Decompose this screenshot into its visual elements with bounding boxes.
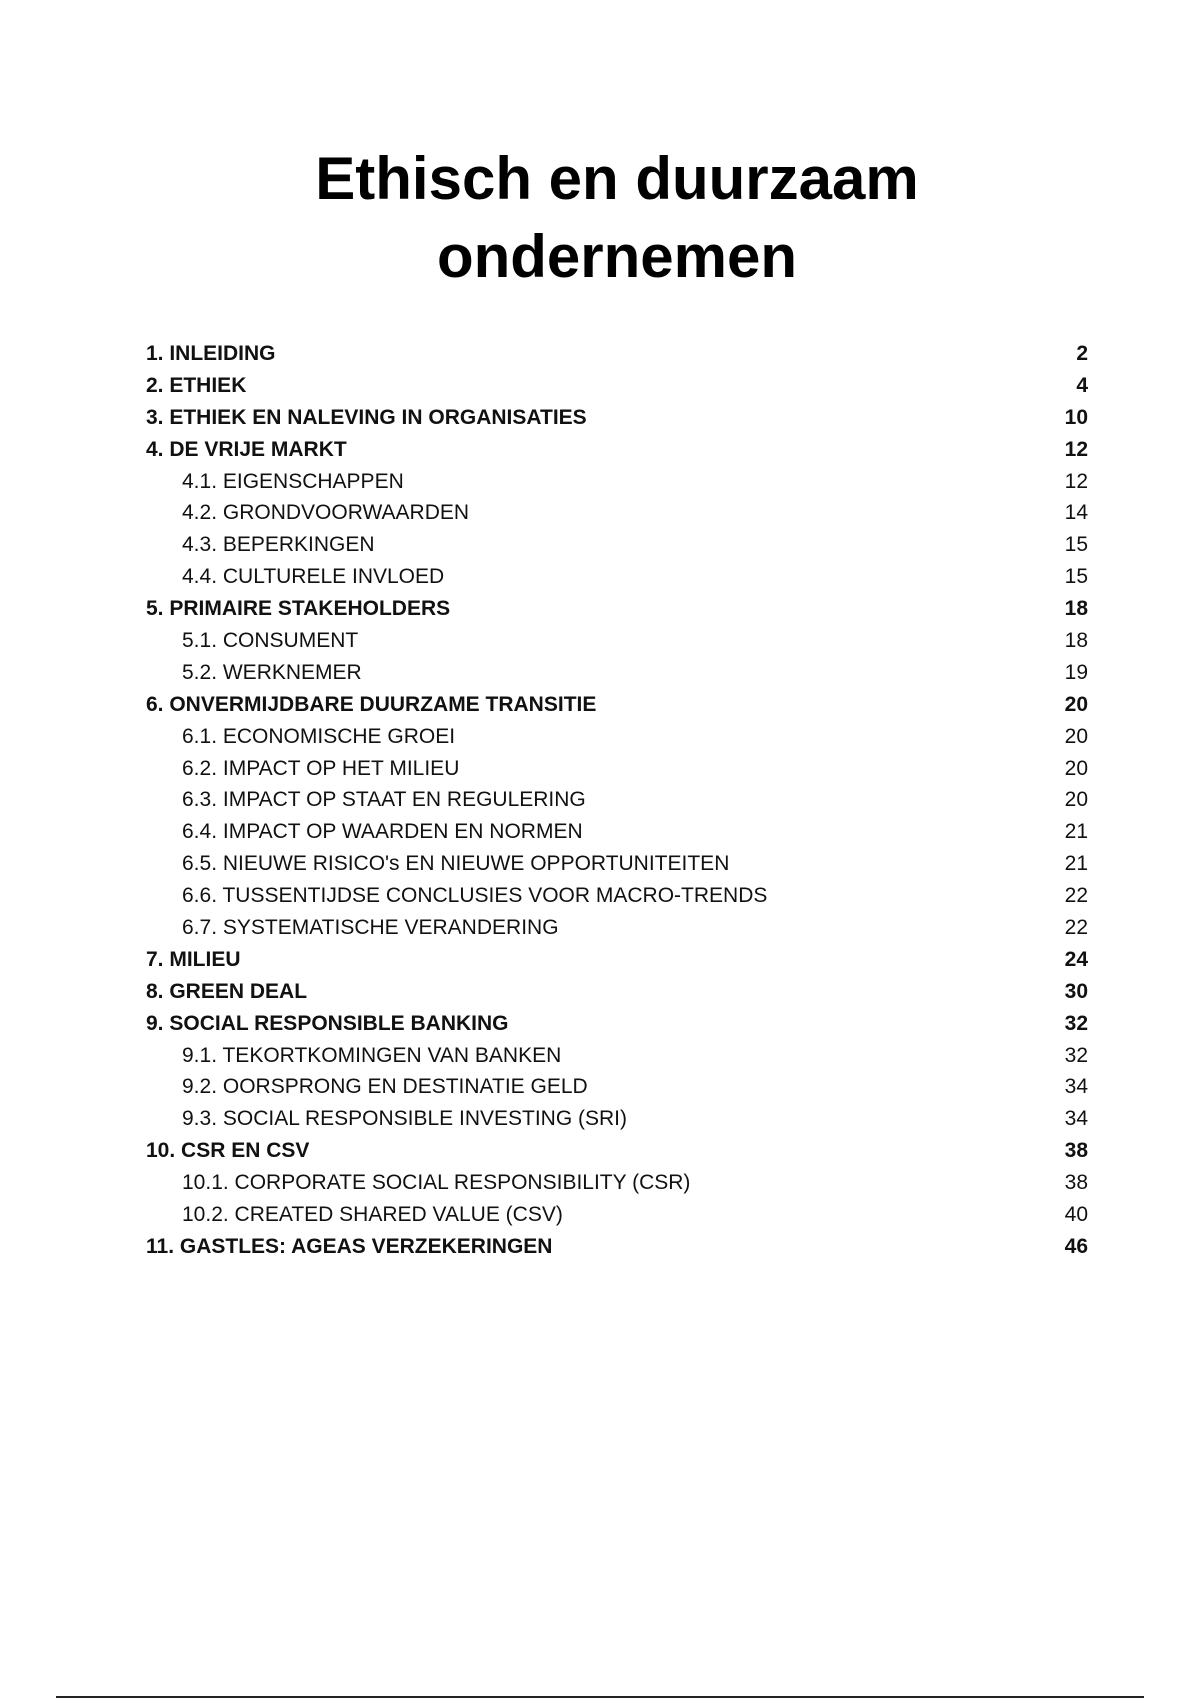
toc-entry-section[interactable] xyxy=(146,466,1088,498)
toc-entry-label: 6.3. IMPACT OP STAAT EN REGULERING xyxy=(182,788,586,812)
toc-entry-label: 2. ETHIEK xyxy=(146,373,247,397)
toc-entry-page-number: 15 xyxy=(1064,533,1088,557)
toc-entry-chapter[interactable] xyxy=(146,402,1088,434)
toc-entry-page-number: 20 xyxy=(1064,692,1088,716)
toc-entry-section[interactable] xyxy=(146,848,1088,880)
toc-entry-section[interactable] xyxy=(146,497,1088,529)
toc-entry-page-number: 12 xyxy=(1064,437,1088,461)
toc-entry-page-number: 20 xyxy=(1064,724,1088,748)
toc-entry-label: 3. ETHIEK EN NALEVING IN ORGANISATIES xyxy=(146,405,587,429)
toc-entry-page-number: 12 xyxy=(1064,469,1088,493)
toc-entry-section[interactable] xyxy=(146,753,1088,785)
toc-entry-page-number: 21 xyxy=(1064,820,1088,844)
toc-entry-chapter[interactable] xyxy=(146,976,1088,1008)
toc-entry-label: 9.2. OORSPRONG EN DESTINATIE GELD xyxy=(182,1075,588,1099)
toc-entry-label: 5. PRIMAIRE STAKEHOLDERS xyxy=(146,597,451,621)
toc-entry-page-number: 18 xyxy=(1064,597,1088,621)
toc-entry-label: 4.1. EIGENSCHAPPEN xyxy=(182,469,404,493)
toc-entry-page-number: 30 xyxy=(1064,979,1088,1003)
table-of-contents xyxy=(146,338,1088,1263)
toc-entry-page-number: 32 xyxy=(1064,1011,1088,1035)
page-title xyxy=(0,140,1200,296)
toc-entry-page-number: 21 xyxy=(1064,852,1088,876)
toc-entry-section[interactable] xyxy=(146,561,1088,593)
toc-entry-label: 6. ONVERMIJDBARE DUURZAME TRANSITIE xyxy=(146,692,597,716)
toc-entry-label: 1. INLEIDING xyxy=(146,342,276,365)
toc-entry-label: 9.1. TEKORTKOMINGEN VAN BANKEN xyxy=(182,1043,562,1067)
toc-entry-page-number: 46 xyxy=(1064,1234,1088,1258)
toc-entry-page-number: 22 xyxy=(1064,884,1088,908)
toc-entry-label: 4.2. GRONDVOORWAARDEN xyxy=(182,501,470,525)
toc-entry-label: 9.3. SOCIAL RESPONSIBLE INVESTING (SRI) xyxy=(182,1107,628,1131)
page-title-line-2: ondernemen xyxy=(436,223,798,290)
toc-entry-page-number: 38 xyxy=(1064,1171,1088,1195)
toc-entry-chapter[interactable] xyxy=(146,944,1088,976)
toc-entry-page-number: 19 xyxy=(1064,660,1088,684)
toc-entry-label: 6.4. IMPACT OP WAARDEN EN NORMEN xyxy=(182,820,583,844)
toc-entry-chapter[interactable] xyxy=(146,1135,1088,1167)
toc-entry-page-number: 15 xyxy=(1064,565,1088,589)
toc-entry-label: 6.6. TUSSENTIJDSE CONCLUSIES VOOR MACRO-TRENDS xyxy=(182,884,768,908)
toc-entry-section[interactable] xyxy=(146,912,1088,944)
toc-entry-page-number: 38 xyxy=(1064,1139,1088,1163)
page-title-line-1: Ethisch en duurzaam xyxy=(315,145,919,212)
toc-entry-label: 5.1. CONSUMENT xyxy=(182,629,359,653)
toc-entry-section[interactable] xyxy=(146,880,1088,912)
toc-entry-section[interactable] xyxy=(146,1199,1088,1231)
toc-entry-page-number: 20 xyxy=(1064,756,1088,780)
toc-entry-chapter[interactable] xyxy=(146,689,1088,721)
toc-entry-chapter[interactable] xyxy=(146,338,1088,370)
toc-entry-label: 11. GASTLES: AGEAS VERZEKERINGEN xyxy=(146,1234,553,1258)
toc-entry-section[interactable] xyxy=(146,1040,1088,1072)
toc-entry-section[interactable] xyxy=(146,721,1088,753)
toc-entry-section[interactable] xyxy=(146,657,1088,689)
toc-entry-label: 7. MILIEU xyxy=(146,947,241,971)
toc-entry-section[interactable] xyxy=(146,816,1088,848)
toc-entry-label: 4.4. CULTURELE INVLOED xyxy=(182,565,445,589)
toc-entry-section[interactable] xyxy=(146,1103,1088,1135)
toc-entry-label: 10.1. CORPORATE SOCIAL RESPONSIBILITY (CSR) xyxy=(182,1171,691,1195)
footer-rule xyxy=(56,1696,1144,1698)
toc-entry-page-number: 40 xyxy=(1064,1203,1088,1227)
toc-entry-label: 8. GREEN DEAL xyxy=(146,979,308,1003)
toc-entry-label: 10.2. CREATED SHARED VALUE (CSV) xyxy=(182,1203,563,1227)
toc-entry-label: 6.7. SYSTEMATISCHE VERANDERING xyxy=(182,916,559,940)
toc-entry-page-number: 2 xyxy=(1076,342,1088,365)
toc-entry-section[interactable] xyxy=(146,1167,1088,1199)
toc-entry-section[interactable] xyxy=(146,1071,1088,1103)
toc-entry-page-number: 10 xyxy=(1064,405,1088,429)
toc-entry-page-number: 24 xyxy=(1064,947,1088,971)
toc-entry-section[interactable] xyxy=(146,529,1088,561)
toc-entry-chapter[interactable] xyxy=(146,593,1088,625)
toc-entry-label: 9. SOCIAL RESPONSIBLE BANKING xyxy=(146,1011,509,1035)
toc-entry-section[interactable] xyxy=(146,625,1088,657)
toc-entry-page-number: 14 xyxy=(1064,501,1088,525)
toc-entry-label: 4.3. BEPERKINGEN xyxy=(182,533,375,557)
toc-entry-label: 6.1. ECONOMISCHE GROEI xyxy=(182,724,456,748)
toc-entry-chapter[interactable] xyxy=(146,434,1088,466)
toc-entry-section[interactable] xyxy=(146,784,1088,816)
toc-entry-chapter[interactable] xyxy=(146,1231,1088,1263)
toc-entry-label: 4. DE VRIJE MARKT xyxy=(146,437,347,461)
toc-entry-page-number: 32 xyxy=(1064,1043,1088,1067)
toc-entry-label: 5.2. WERKNEMER xyxy=(182,660,362,684)
toc-entry-page-number: 22 xyxy=(1064,916,1088,940)
toc-entry-page-number: 18 xyxy=(1064,629,1088,653)
toc-entry-label: 10. CSR EN CSV xyxy=(146,1139,310,1163)
toc-entry-page-number: 4 xyxy=(1076,373,1088,397)
toc-entry-label: 6.5. NIEUWE RISICO's EN NIEUWE OPPORTUNITEITEN xyxy=(182,852,730,876)
toc-entry-page-number: 34 xyxy=(1064,1075,1088,1099)
toc-entry-label: 6.2. IMPACT OP HET MILIEU xyxy=(182,756,460,780)
toc-entry-page-number: 20 xyxy=(1064,788,1088,812)
toc-entry-chapter[interactable] xyxy=(146,370,1088,402)
toc-entry-page-number: 34 xyxy=(1064,1107,1088,1131)
toc-entry-chapter[interactable] xyxy=(146,1008,1088,1040)
